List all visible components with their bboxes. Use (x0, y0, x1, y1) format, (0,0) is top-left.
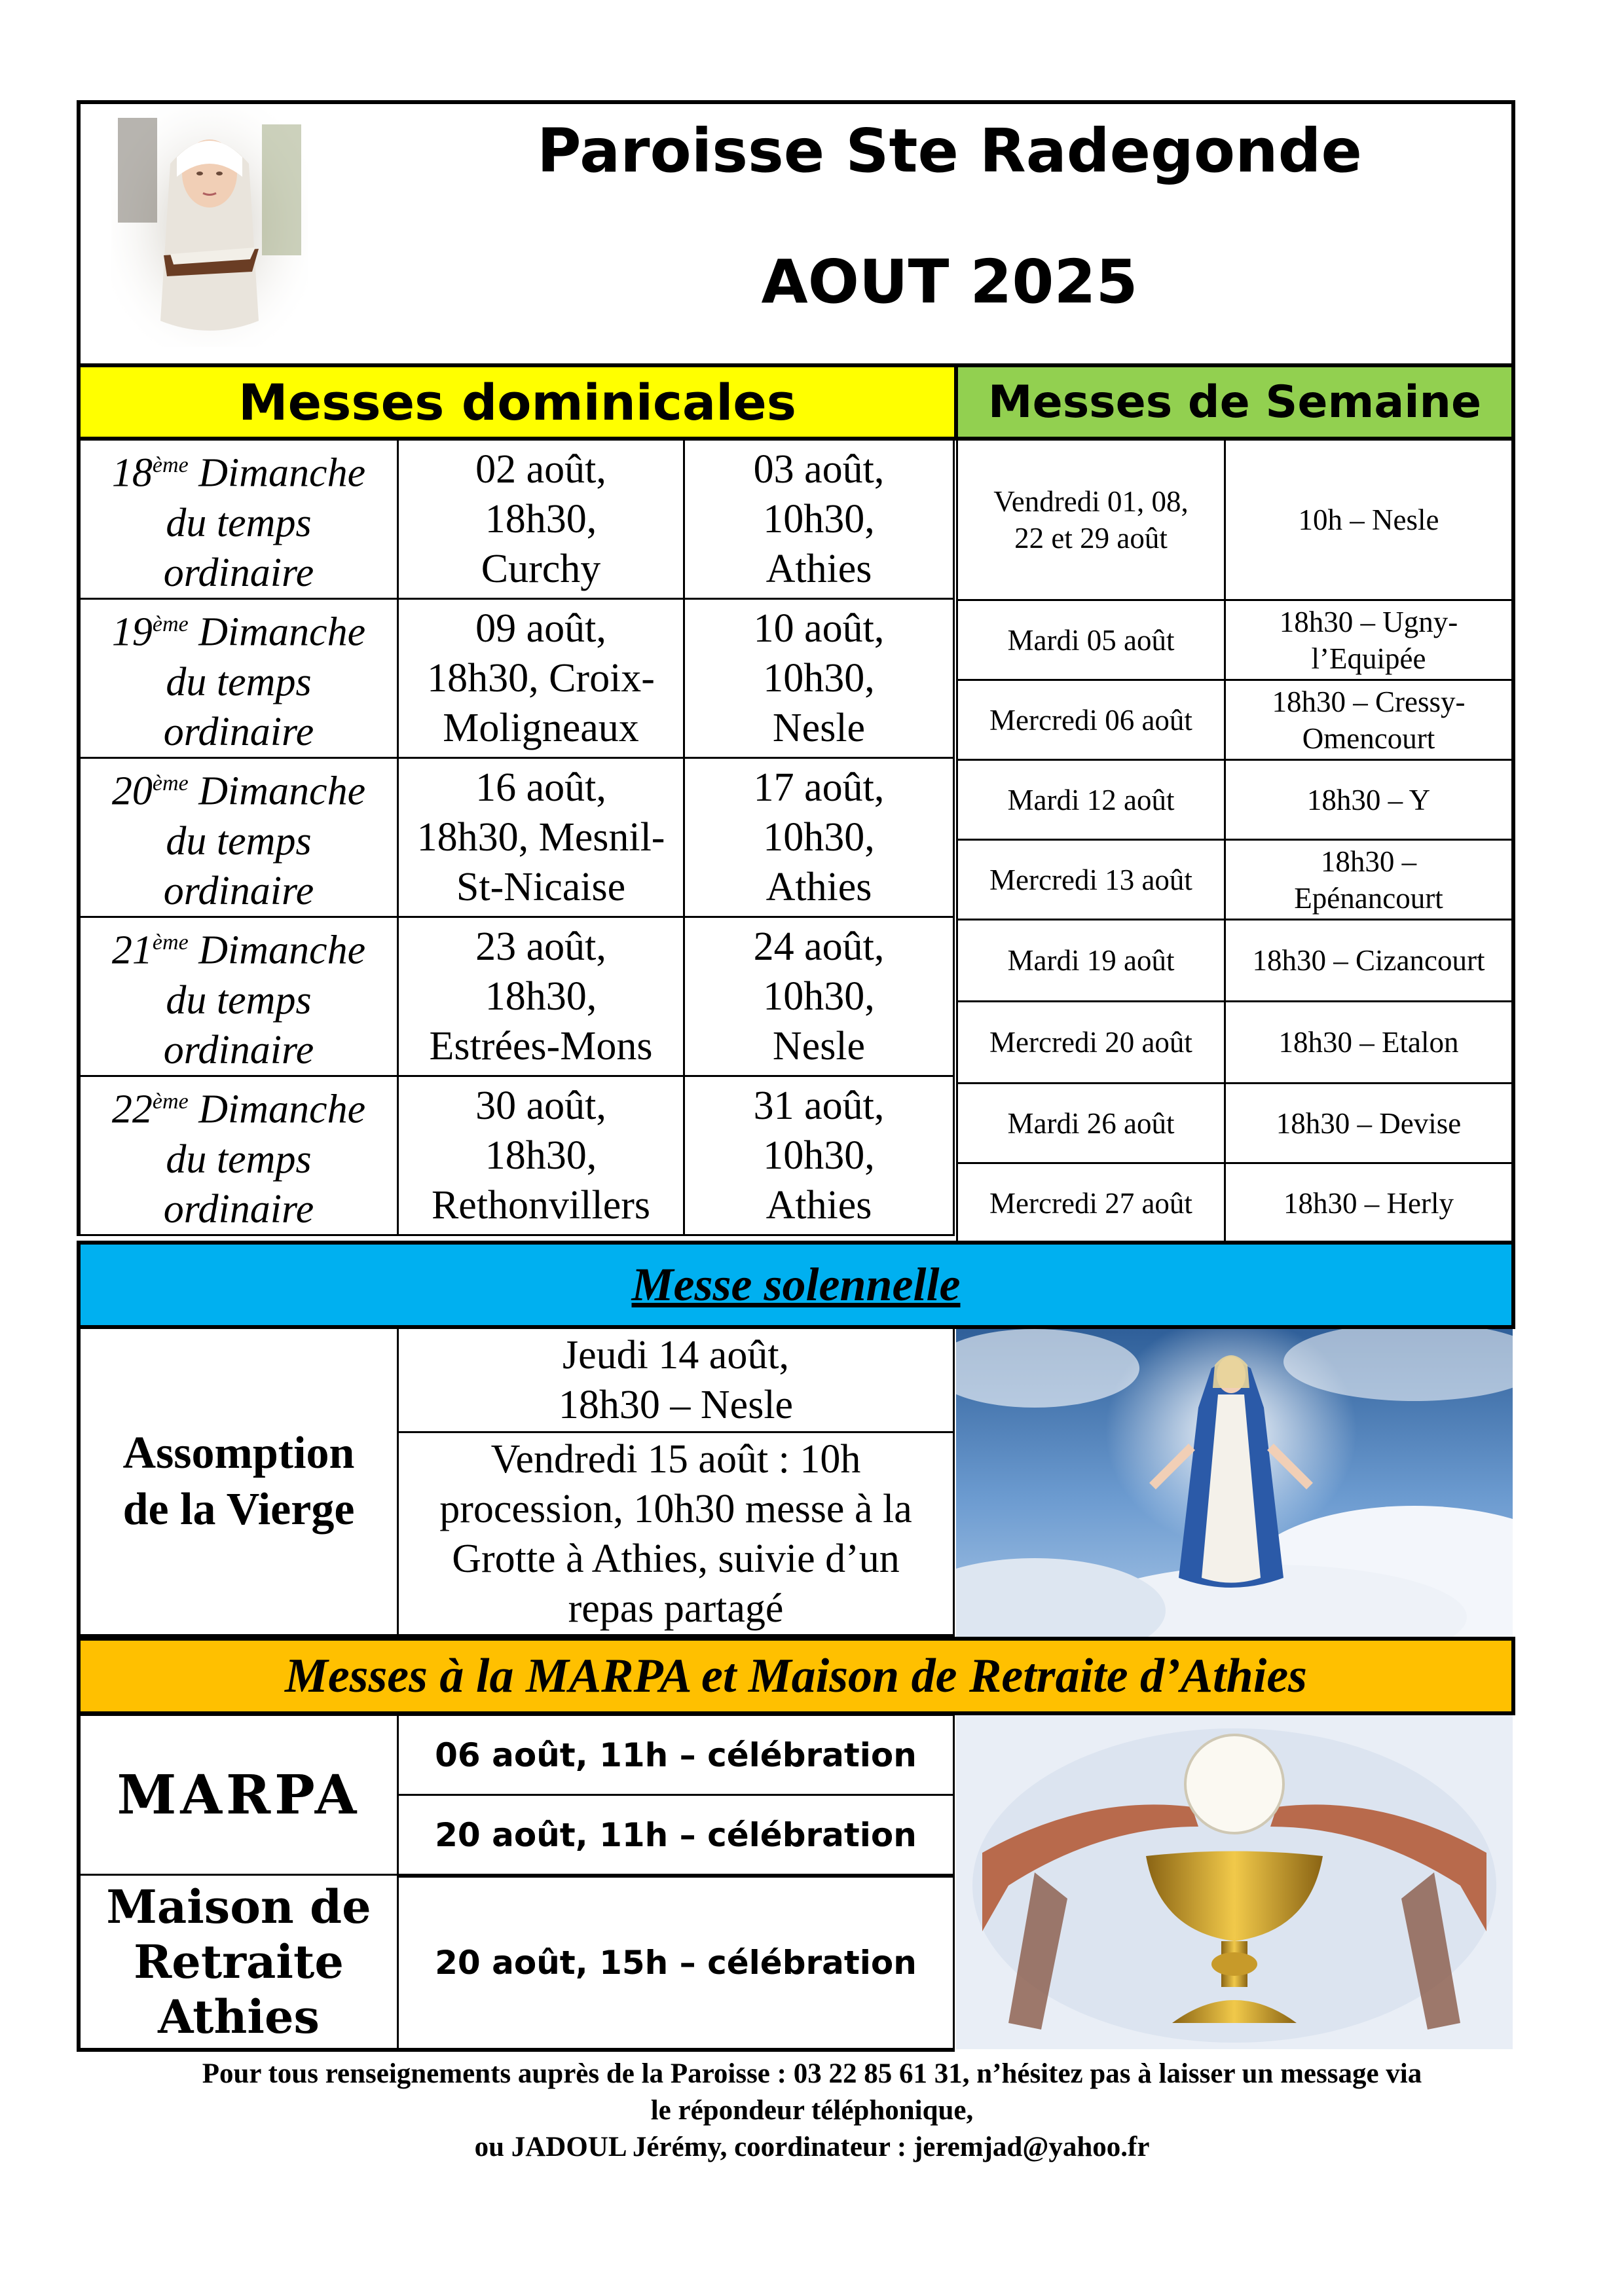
saturday-line-2: 18h30, Croix- (427, 656, 655, 701)
sunday-row-label-line-3: ordinaire (163, 1027, 314, 1072)
week-day-line-1: Mercredi 06 août (989, 703, 1192, 737)
sunday-row-sunday (683, 916, 955, 1077)
sunday-row-label-line-1 (112, 918, 365, 975)
saturday-line-1: 23 août, (475, 924, 606, 969)
week-heading-label: Messes de Semaine (987, 376, 1482, 428)
solemn-entry-1-line-1: Jeudi 14 août, (562, 1333, 790, 1377)
sunday-line-2: 10h30, (763, 974, 875, 1019)
saturday-line-3: Curchy (481, 547, 601, 591)
sunday-row-label-line-2: du temps (166, 977, 312, 1023)
saturday-line-3: Estrées-Mons (429, 1024, 653, 1068)
footer (39, 2056, 1585, 2174)
ordinal: 22 (111, 1087, 153, 1132)
week-place-line-1: 18h30 – Devise (1276, 1106, 1462, 1140)
week-row-day (956, 1162, 1226, 1244)
sunday-line-1: 03 août, (753, 447, 885, 492)
solemn-entry-2-line-2: procession, 10h30 messe à la (439, 1486, 912, 1531)
sunday-row-label-line-2: du temps (166, 818, 312, 864)
solemn-entry-2-line-3: Grotte à Athies, suivie d’un (452, 1536, 900, 1581)
sunday-row-label (77, 1075, 399, 1236)
sunday-line-3: Nesle (772, 706, 866, 750)
week-place-line-1: 18h30 – Cressy- (1272, 685, 1466, 718)
footer-line-3: ou JADOUL Jérémy, coordinateur : jeremjad@yahoo.fr (474, 2132, 1150, 2162)
saturday-line-1: 30 août, (475, 1084, 606, 1128)
maison-label-line-2: Retraite (134, 1934, 344, 1989)
ordinal-suffix: ème (152, 1089, 189, 1114)
sunday-row-label-line-1 (112, 600, 365, 657)
sunday-line-2: 10h30, (763, 656, 875, 701)
maison-entry-1-label: 20 août, 15h – célébration (435, 1944, 917, 1982)
week-day-line-1: Vendredi 01, 08, (993, 485, 1189, 518)
saint-statue-image (111, 105, 308, 347)
week-row-place (1224, 759, 1515, 841)
marpa-entry-2-label: 20 août, 11h – célébration (435, 1815, 917, 1854)
week-place-line-2: l’Equipée (1311, 642, 1426, 675)
sunday-line-1: 10 août, (753, 606, 885, 651)
week-row-day (956, 1082, 1226, 1164)
week-place-line-2: Omencourt (1302, 721, 1435, 755)
sunday-line-2: 10h30, (763, 1133, 875, 1178)
saturday-line-1: 02 août, (475, 447, 606, 492)
ordinal-suffix: ème (152, 612, 189, 637)
sunday-row-saturday (397, 1075, 685, 1236)
sunday-line-3: Athies (766, 865, 872, 909)
week-row-place (1224, 1162, 1515, 1244)
week-place-line-1: 18h30 – Etalon (1278, 1026, 1459, 1059)
feast-line-1: Assomption (122, 1428, 355, 1478)
marpa-heading-label: Messes à la MARPA et Maison de Retraite d’Athies (285, 1649, 1307, 1703)
sunday-heading-label: Messes dominicales (238, 373, 797, 431)
sunday-line-3: Athies (766, 547, 872, 591)
week-row-place (1224, 679, 1515, 761)
week-day-line-1: Mardi 05 août (1007, 623, 1175, 657)
sunday-row-sunday (683, 598, 955, 759)
header-subtitle-wrap (393, 242, 1506, 321)
maison-label-line-3: Athies (158, 1989, 320, 2044)
sunday-row-label-line-1 (112, 441, 365, 498)
feast-cell (77, 1325, 399, 1638)
sunday-line-3: Athies (766, 1183, 872, 1228)
sunday-row-label-line-2: du temps (166, 659, 312, 704)
sunday-row-saturday (397, 757, 685, 918)
page-subtitle: AOUT 2025 (761, 246, 1138, 317)
ordinal: 19 (111, 610, 153, 655)
dimanche-word: Dimanche (188, 769, 366, 814)
week-place-line-1: 10h – Nesle (1298, 503, 1439, 536)
week-place-line-1: 18h30 – Ugny- (1279, 605, 1458, 638)
ordinal: 21 (111, 928, 153, 973)
saturday-line-1: 16 août, (475, 765, 606, 810)
week-row-day (956, 439, 1226, 601)
week-place-line-2: Epénancourt (1294, 881, 1443, 915)
chalice-host-image (956, 1715, 1513, 2049)
week-heading (954, 363, 1515, 441)
week-row-place (1224, 839, 1515, 920)
sunday-row-sunday (683, 757, 955, 918)
ordinal-suffix: ème (152, 930, 189, 955)
maison-label-cell (77, 1874, 399, 2052)
marpa-heading (77, 1637, 1515, 1715)
sunday-row-label (77, 598, 399, 759)
week-row-place (1224, 919, 1515, 1002)
sunday-line-2: 10h30, (763, 815, 875, 860)
ordinal: 18 (111, 450, 153, 496)
week-row-day (956, 919, 1226, 1002)
saturday-line-2: 18h30, (485, 1133, 597, 1178)
solemn-heading (77, 1241, 1515, 1329)
sunday-row-label-line-3: ordinaire (163, 550, 314, 595)
sunday-row-label-line-3: ordinaire (163, 709, 314, 754)
week-row-day (956, 839, 1226, 920)
week-day-line-2: 22 et 29 août (1014, 522, 1168, 555)
dimanche-word: Dimanche (188, 610, 366, 655)
maison-entry-1 (397, 1876, 955, 2052)
solemn-heading-label: Messe solennelle (631, 1258, 961, 1311)
saturday-line-2: 18h30, Mesnil- (416, 815, 665, 860)
sunday-row-label-line-3: ordinaire (163, 868, 314, 913)
week-day-line-1: Mercredi 27 août (989, 1186, 1192, 1220)
ordinal-suffix: ème (152, 771, 189, 796)
sunday-row-sunday (683, 1075, 955, 1236)
sunday-row-label-line-2: du temps (166, 1137, 312, 1182)
week-day-line-1: Mardi 26 août (1007, 1106, 1175, 1140)
week-row-day (956, 599, 1226, 681)
sunday-row-sunday (683, 439, 955, 600)
sunday-line-2: 10h30, (763, 497, 875, 541)
page-title: Paroisse Ste Radegonde (537, 115, 1362, 186)
week-row-day (956, 759, 1226, 841)
solemn-entry-1-line-2: 18h30 – Nesle (558, 1383, 794, 1427)
sunday-row-label (77, 439, 399, 600)
sunday-row-label-line-1 (112, 759, 365, 816)
header-title-wrap (393, 111, 1506, 190)
sunday-line-1: 17 août, (753, 765, 885, 810)
solemn-entry-2-line-4: repas partagé (568, 1586, 784, 1631)
saturday-line-3: Rethonvillers (431, 1183, 651, 1228)
saturday-line-3: St-Nicaise (456, 865, 626, 909)
ordinal: 20 (111, 769, 153, 814)
week-row-day (956, 679, 1226, 761)
week-day-line-1: Mercredi 13 août (989, 863, 1192, 896)
week-row-place (1224, 439, 1515, 601)
marpa-label-cell (77, 1712, 399, 1876)
solemn-entry-1 (397, 1325, 955, 1433)
dimanche-word: Dimanche (188, 928, 366, 973)
footer-line-1: Pour tous renseignements auprès de la Paroisse : 03 22 85 61 31, n’hésitez pas à laisser un message via (202, 2058, 1422, 2089)
saturday-line-1: 09 août, (475, 606, 606, 651)
ordinal-suffix: ème (152, 453, 189, 478)
sunday-line-1: 24 août, (753, 924, 885, 969)
week-day-line-1: Mardi 12 août (1007, 783, 1175, 816)
marpa-entry-1 (397, 1712, 955, 1796)
week-row-place (1224, 1000, 1515, 1084)
feast-line-2: de la Vierge (122, 1484, 355, 1535)
sunday-row-saturday (397, 916, 685, 1077)
virgin-mary-image (956, 1329, 1513, 1637)
sunday-line-1: 31 août, (753, 1084, 885, 1128)
dimanche-word: Dimanche (188, 1087, 366, 1132)
sunday-row-label (77, 757, 399, 918)
week-day-line-1: Mardi 19 août (1007, 944, 1175, 977)
saturday-line-2: 18h30, (485, 497, 597, 541)
week-place-line-1: 18h30 – Cizancourt (1252, 944, 1485, 977)
solemn-entry-2 (397, 1431, 955, 1638)
marpa-entry-1-label: 06 août, 11h – célébration (435, 1736, 917, 1774)
sunday-row-label-line-1 (112, 1077, 365, 1135)
footer-line-2: le répondeur téléphonique, (650, 2095, 974, 2126)
saturday-line-2: 18h30, (485, 974, 597, 1019)
dimanche-word: Dimanche (188, 450, 366, 496)
week-place-line-1: 18h30 – Herly (1283, 1186, 1454, 1220)
sunday-row-saturday (397, 598, 685, 759)
solemn-entry-2-line-1: Vendredi 15 août : 10h (490, 1436, 861, 1482)
week-row-place (1224, 1082, 1515, 1164)
sunday-row-label-line-2: du temps (166, 500, 312, 545)
week-day-line-1: Mercredi 20 août (989, 1026, 1192, 1059)
week-row-place (1224, 599, 1515, 681)
maison-label-line-1: Maison de (106, 1879, 371, 1934)
sunday-row-label-line-3: ordinaire (163, 1186, 314, 1231)
saturday-line-3: Moligneaux (443, 706, 639, 750)
sunday-heading (77, 363, 958, 441)
sunday-line-3: Nesle (772, 1024, 866, 1068)
sunday-row-label (77, 916, 399, 1077)
marpa-label: MARPA (117, 1763, 361, 1827)
week-row-day (956, 1000, 1226, 1084)
sunday-row-saturday (397, 439, 685, 600)
week-place-line-1: 18h30 – Y (1306, 783, 1431, 816)
marpa-entry-2 (397, 1794, 955, 1878)
week-place-line-1: 18h30 – (1320, 845, 1417, 878)
